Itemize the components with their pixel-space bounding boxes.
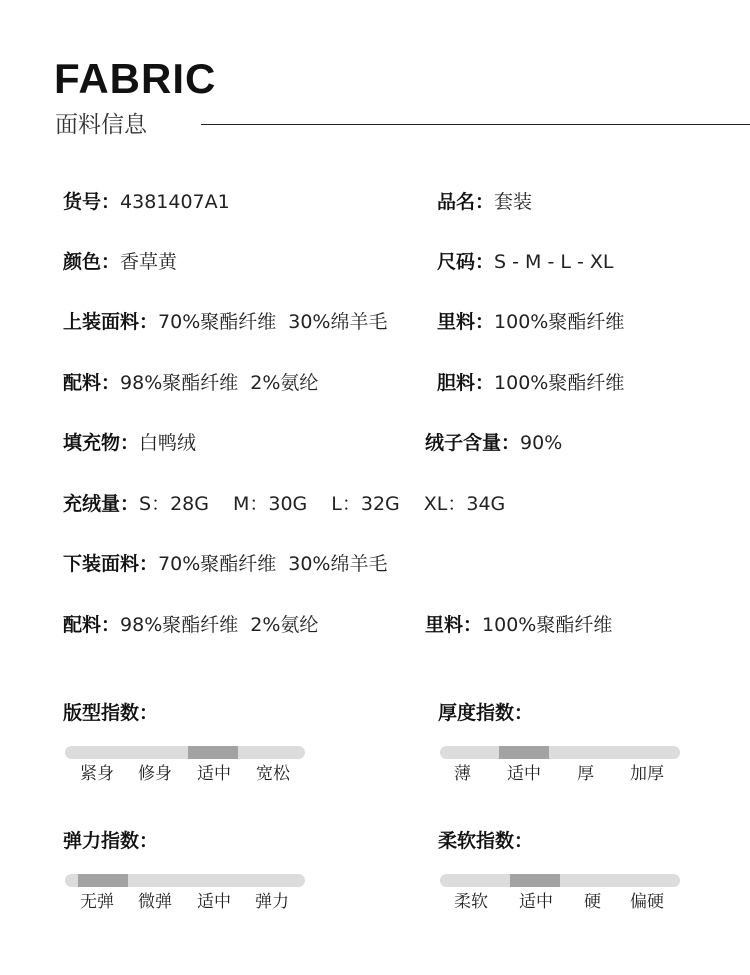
size-label: 尺码： xyxy=(437,251,495,273)
softness-index-scale xyxy=(440,874,680,887)
softness-index-indicator xyxy=(510,874,560,887)
accessory-label-2: 配料： xyxy=(63,614,121,636)
accessory-row-2 xyxy=(63,612,318,638)
elasticity-index-indicator xyxy=(78,874,128,887)
header-divider xyxy=(201,124,750,125)
lining-value-2: 100%聚酯纤维 xyxy=(482,614,613,636)
item-no-value: 4381407A1 xyxy=(120,191,230,213)
top-fabric-value-1: 70%聚酯纤维 xyxy=(158,311,277,333)
softness-index-title: 柔软指数： xyxy=(438,830,534,852)
item-no-row xyxy=(63,189,230,215)
softness-label-3: 硬 xyxy=(584,892,601,912)
size-value: S - M - L - XL xyxy=(494,251,614,273)
elasticity-label-4: 弹力 xyxy=(255,892,289,912)
elasticity-index-scale xyxy=(65,874,305,887)
color-value: 香草黄 xyxy=(120,251,178,273)
accessory-value-2a: 98%聚酯纤维 xyxy=(120,614,239,636)
thickness-index-indicator xyxy=(499,746,549,759)
top-fabric-label: 上装面料： xyxy=(63,311,159,333)
softness-label-1: 柔软 xyxy=(454,892,488,912)
bottom-fabric-row xyxy=(63,551,387,577)
down-content-row xyxy=(425,430,562,456)
fit-label-1: 紧身 xyxy=(80,764,114,784)
fit-index-indicator xyxy=(188,746,238,759)
size-row xyxy=(437,249,613,275)
thickness-label-2: 适中 xyxy=(507,764,541,784)
accessory-value-2b: 2%氨纶 xyxy=(250,614,319,636)
accessory-row-1 xyxy=(63,370,318,396)
item-no-label: 货号： xyxy=(63,191,121,213)
top-fabric-value-2: 30%绵羊毛 xyxy=(288,311,388,333)
bottom-fabric-value-2: 30%绵羊毛 xyxy=(288,553,388,575)
lining-value-1: 100%聚酯纤维 xyxy=(494,311,625,333)
product-name-label: 品名： xyxy=(437,191,495,213)
color-label: 颜色： xyxy=(63,251,121,273)
fill-amount-row xyxy=(63,491,505,517)
fill-amount-s: S：28G xyxy=(139,493,209,515)
down-content-label: 绒子含量： xyxy=(425,432,521,454)
thickness-index-title: 厚度指数： xyxy=(438,702,534,724)
fill-amount-xl: XL：34G xyxy=(423,493,506,515)
fit-label-2: 修身 xyxy=(138,764,172,784)
color-row xyxy=(63,249,177,275)
product-name-row xyxy=(437,189,532,215)
accessory-label-1: 配料： xyxy=(63,372,121,394)
elasticity-label-2: 微弹 xyxy=(138,892,172,912)
down-content-value: 90% xyxy=(520,432,563,454)
fit-label-3: 适中 xyxy=(197,764,231,784)
accessory-value-1b: 2%氨纶 xyxy=(250,372,319,394)
thickness-label-3: 厚 xyxy=(577,764,594,784)
thickness-label-1: 薄 xyxy=(454,764,471,784)
softness-label-4: 偏硬 xyxy=(630,892,664,912)
bottom-fabric-value-1: 70%聚酯纤维 xyxy=(158,553,277,575)
filling-value: 白鸭绒 xyxy=(139,432,197,454)
elasticity-label-1: 无弹 xyxy=(80,892,114,912)
fit-index-title: 版型指数： xyxy=(63,702,159,724)
softness-label-2: 适中 xyxy=(519,892,553,912)
lining-label-1: 里料： xyxy=(437,311,495,333)
accessory-value-1a: 98%聚酯纤维 xyxy=(120,372,239,394)
top-fabric-row xyxy=(63,309,387,335)
page-title: FABRIC xyxy=(54,55,217,102)
bottom-fabric-label: 下装面料： xyxy=(63,553,159,575)
bladder-label: 胆料： xyxy=(437,372,495,394)
product-name-value: 套装 xyxy=(494,191,533,213)
thickness-index-scale xyxy=(440,746,680,759)
lining-row-2 xyxy=(425,612,612,638)
fit-index-scale xyxy=(65,746,305,759)
elasticity-index-title: 弹力指数： xyxy=(63,830,159,852)
page-subtitle: 面料信息 xyxy=(55,112,147,138)
fill-amount-l: L：32G xyxy=(331,493,400,515)
bladder-row xyxy=(437,370,624,396)
fill-amount-label: 充绒量： xyxy=(63,493,140,515)
elasticity-label-3: 适中 xyxy=(197,892,231,912)
filling-row xyxy=(63,430,196,456)
bladder-value: 100%聚酯纤维 xyxy=(494,372,625,394)
fit-label-4: 宽松 xyxy=(256,764,290,784)
lining-label-2: 里料： xyxy=(425,614,483,636)
fill-amount-m: M：30G xyxy=(232,493,308,515)
lining-row-1 xyxy=(437,309,624,335)
thickness-label-4: 加厚 xyxy=(630,764,664,784)
filling-label: 填充物： xyxy=(63,432,140,454)
